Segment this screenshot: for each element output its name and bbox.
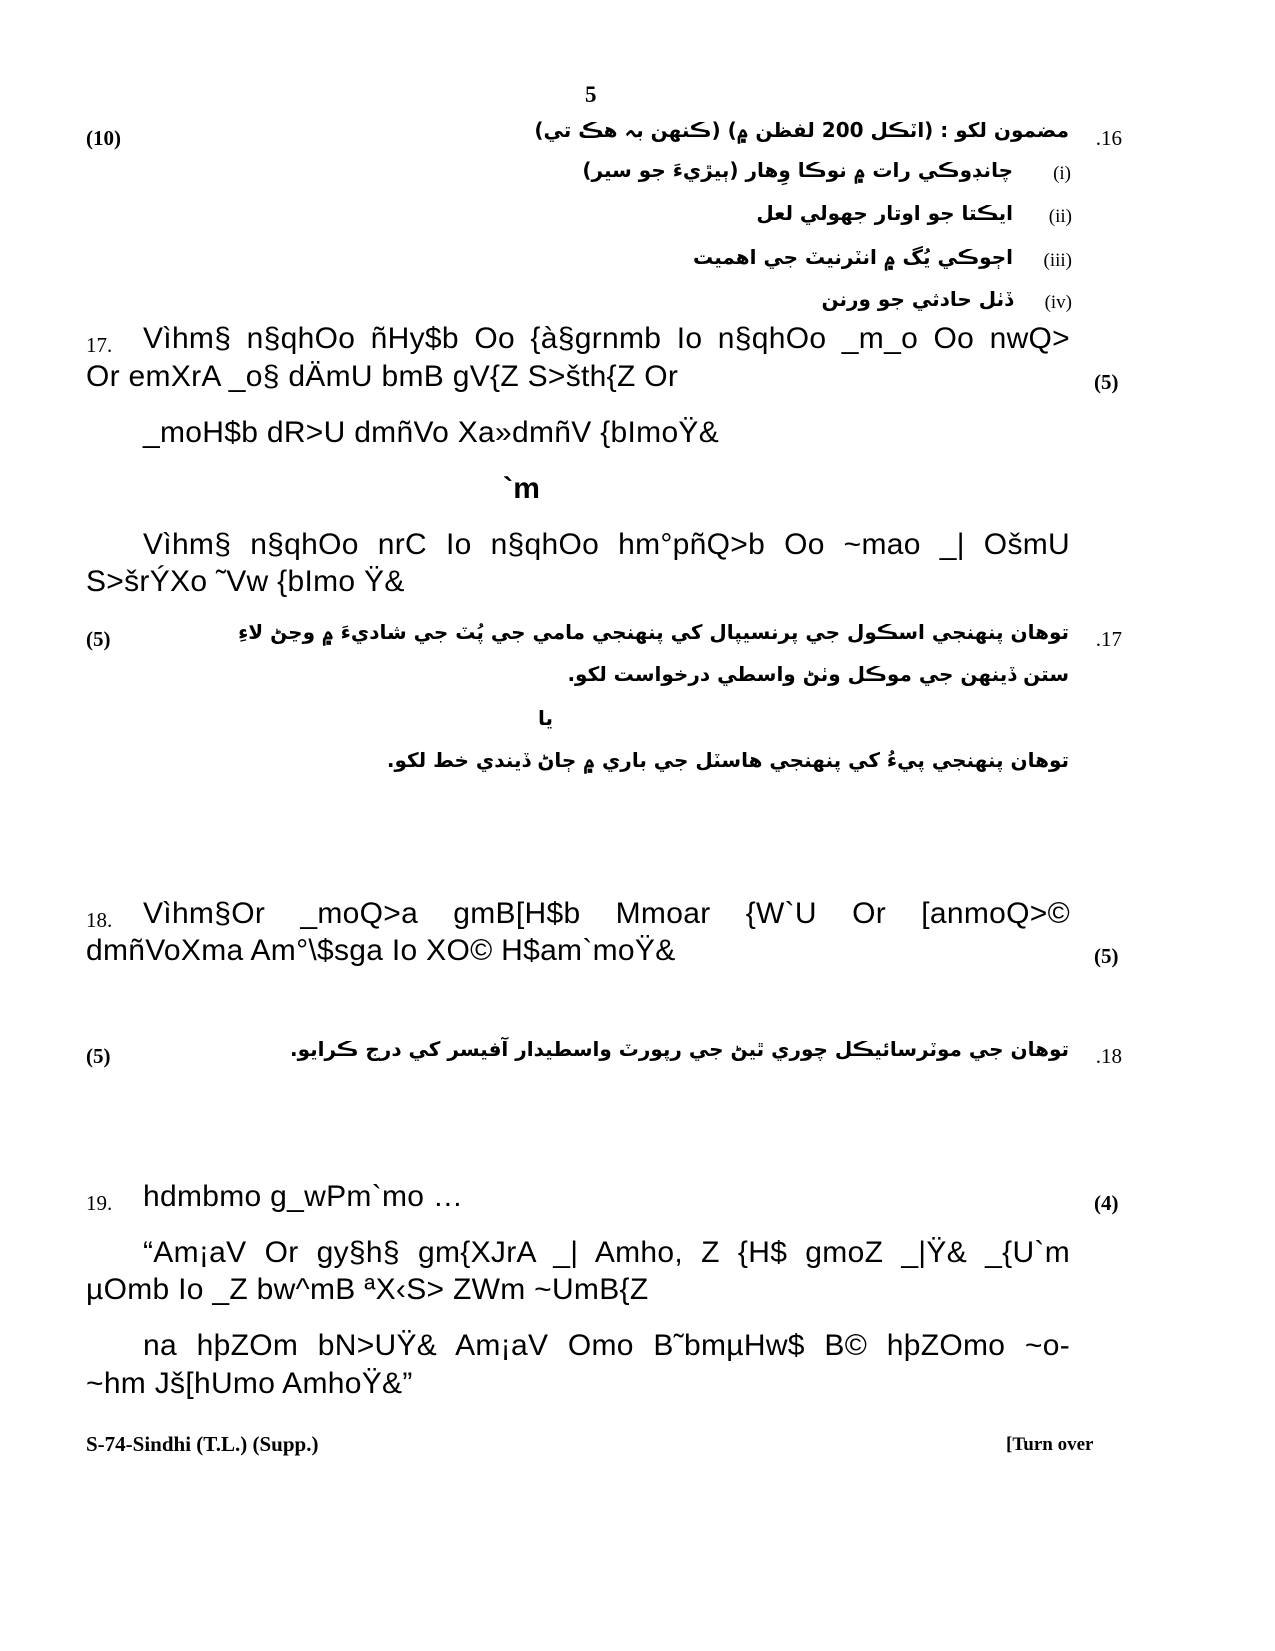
q18-dev-marks: (5) xyxy=(1094,944,1119,968)
q17-sindhi-or: يا xyxy=(538,706,554,730)
q18-sindhi-number: .18 xyxy=(1095,1044,1122,1068)
q16-marks: (10) xyxy=(86,126,121,150)
q19-number: 19. xyxy=(86,1191,113,1215)
q17-dev-line-5: S>šrÝXo ˜Vw {bImo Ÿ& xyxy=(86,565,405,598)
q17-sindhi-line-3: توهان پنهنجي پيءُ کي پنهنجي هاسٽل جي باري ۾ ڄاڻ ڏيندي خط لکو. xyxy=(386,748,1069,772)
q17-dev-line-3: _moH$b dR>U dmñVo Xa»dmñV {bImoŸ& xyxy=(143,416,720,449)
q16-option-roman-ii: (ii) xyxy=(1048,206,1072,227)
q16-option-i: چانڊوڪي رات ۾ نوڪا وِهار (ٻيڙيءَ جو سير) xyxy=(582,158,1013,182)
q19-para2-line-1: na hþZOm bN>UŸ& Am¡aV Omo B˜bmµHw$ B© hþZOmo ~o- xyxy=(143,1329,1070,1362)
q17-dev-line-1: Vìhm§ n§qhOo ñHy$b Oo {à§grnmb Io n§qhOo _m_o Oo nwQ> xyxy=(143,322,1070,355)
footer-turn-over: [Turn over xyxy=(1006,1434,1094,1455)
q17-sindhi-line-1: توهان پنهنجي اسڪول جي پرنسيپال کي پنهنجي مامي جي پُٽ جي شاديءَ ۾ وڃڻ لاءِ xyxy=(238,620,1069,644)
q16-option-roman-i: (i) xyxy=(1053,163,1071,184)
q18-sindhi-marks: (5) xyxy=(86,1044,111,1068)
q17-sindhi-number: .17 xyxy=(1095,627,1122,651)
q19-para2-line-2: ~hm Jš[hUmo AmhoŸ&” xyxy=(86,1367,413,1400)
q19-marks: (4) xyxy=(1094,1191,1119,1215)
q18-dev-line-2: dmñVoXma Am°\$sga Io XO© H$am`moŸ& xyxy=(86,934,676,967)
q19-para1-line-2: µOmb Io _Z bw^mB ªX‹S> ZWm ~UmB{Z xyxy=(86,1273,649,1306)
page-number: 5 xyxy=(585,82,597,107)
q19-para1-line-1: “Am¡aV Or gy§h§ gm{XJrA _| Amho, Z {H$ gmoZ _|Ÿ& _{U`m xyxy=(143,1236,1070,1269)
q16-option-ii: ايڪتا جو اوتار جهولي لعل xyxy=(756,201,1013,225)
q16-heading: مضمون لکو : (اٽڪل 200 لفظن ۾) (ڪنهن بہ هڪ تي) xyxy=(534,118,1069,142)
q17-dev-number: 17. xyxy=(86,333,113,357)
q18-sindhi-line-1: توهان جي موٽرسائيڪل چوري ٿيڻ جي رپورٽ واسطيدار آفيسر کي درج ڪرايو. xyxy=(290,1037,1069,1061)
q17-dev-line-4: Vìhm§ n§qhOo nrC Io n§qhOo hm°pñQ>b Oo ~mao _| OšmU xyxy=(143,528,1070,561)
q16-number: .16 xyxy=(1095,126,1122,150)
q16-option-roman-iii: (iii) xyxy=(1043,250,1072,271)
q18-dev-number: 18. xyxy=(86,908,113,932)
q19-heading: hdmbmo g_wPm`mo … xyxy=(143,1180,464,1213)
q16-option-iii: اڄوڪي يُگ ۾ انٽرنيٽ جي اهميت xyxy=(693,245,1013,269)
q17-dev-marks: (5) xyxy=(1094,370,1119,394)
q17-sindhi-marks: (5) xyxy=(86,627,111,651)
q17-dev-or: `m xyxy=(503,472,541,505)
q16-option-iv: ڏٺل حادثي جو ورنن xyxy=(821,287,1013,311)
q17-dev-line-2: Or emXrA _o§ dÄmU bmB gV{Z S>šth{Z Or xyxy=(86,360,679,393)
q17-sindhi-line-2: ستن ڏينهن جي موڪل وٺڻ واسطي درخواست لکو. xyxy=(567,662,1069,686)
footer-paper-code: S-74-Sindhi (T.L.) (Supp.) xyxy=(86,1432,319,1456)
q16-option-roman-iv: (iv) xyxy=(1044,292,1072,313)
q18-dev-line-1: Vìhm§Or _moQ>a gmB[H$b Mmoar {W`U Or [anmoQ>© xyxy=(143,897,1070,930)
